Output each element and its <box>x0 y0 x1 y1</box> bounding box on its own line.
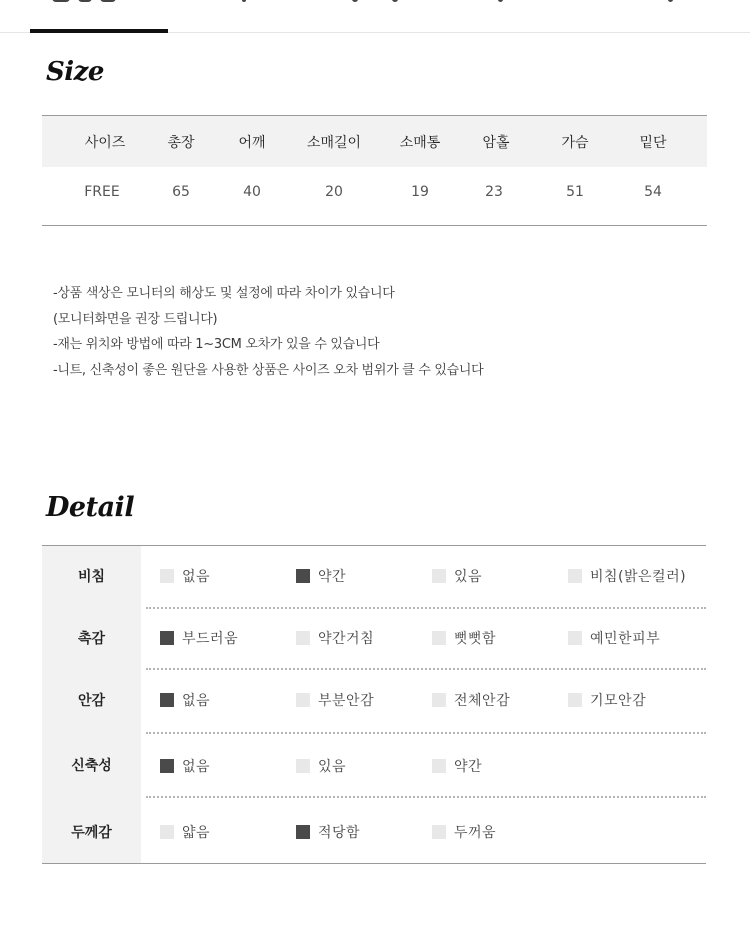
detail-row-label: 안감 <box>77 693 106 709</box>
detail-option-label: 약간 <box>454 759 483 775</box>
size-header-cell: 총장 <box>167 135 195 151</box>
checkbox-icon <box>296 759 310 773</box>
checkbox-icon <box>296 631 310 645</box>
size-cell: 19 <box>411 184 429 200</box>
detail-option-label: 약간 <box>318 569 347 585</box>
detail-table <box>42 545 706 864</box>
clipped-glyph <box>78 0 92 2</box>
checkbox-icon <box>432 759 446 773</box>
size-header-cell: 어깨 <box>238 135 266 151</box>
detail-option <box>160 756 210 776</box>
detail-option-label: 두꺼움 <box>454 825 497 841</box>
checkbox-checked-icon <box>160 759 174 773</box>
detail-option <box>160 566 210 586</box>
checkbox-icon <box>568 569 582 583</box>
detail-option-label: 약간거침 <box>318 631 375 647</box>
checkbox-icon <box>432 631 446 645</box>
detail-option <box>160 628 238 648</box>
detail-option <box>432 756 482 776</box>
checkbox-icon <box>568 693 582 707</box>
size-cell: 65 <box>172 184 190 200</box>
checkbox-icon <box>432 569 446 583</box>
detail-option <box>296 566 346 586</box>
detail-option-label: 전체안감 <box>454 693 511 709</box>
detail-row-label: 비침 <box>77 569 106 585</box>
detail-option <box>432 690 510 710</box>
size-section-title: Size <box>46 57 104 87</box>
size-cell: 23 <box>485 184 503 200</box>
size-notes <box>53 281 483 383</box>
detail-row <box>42 733 706 796</box>
clipped-glyph <box>352 0 358 2</box>
checkbox-checked-icon <box>160 693 174 707</box>
size-cell: FREE <box>84 184 120 200</box>
clipped-glyph <box>100 0 116 2</box>
detail-section-title: Detail <box>46 492 135 523</box>
clipped-glyph <box>242 0 246 2</box>
detail-option-label: 적당함 <box>318 825 361 841</box>
detail-row <box>42 546 706 608</box>
size-header-cell: 가슴 <box>561 135 589 151</box>
detail-row <box>42 608 706 669</box>
detail-option-label: 있음 <box>454 569 483 585</box>
checkbox-checked-icon <box>296 825 310 839</box>
checkbox-icon <box>432 693 446 707</box>
top-tab-labels-clipped <box>0 0 750 6</box>
size-header-cell: 소매통 <box>399 135 441 151</box>
checkbox-icon <box>432 825 446 839</box>
clipped-glyph <box>498 0 503 2</box>
detail-option-label: 비침(밝은컬러) <box>590 569 687 585</box>
checkbox-icon <box>160 569 174 583</box>
clipped-glyph <box>668 0 673 2</box>
clipped-glyph <box>52 0 70 2</box>
detail-option <box>160 690 210 710</box>
detail-option <box>296 756 346 776</box>
note-line: -니트, 신축성이 좋은 원단을 사용한 상품은 사이즈 오차 범위가 클 수 있습니다 <box>53 362 484 378</box>
detail-option-label: 있음 <box>318 759 347 775</box>
size-cell: 40 <box>243 184 261 200</box>
detail-row-label: 신축성 <box>71 758 112 774</box>
detail-option-label: 없음 <box>182 759 211 775</box>
detail-row-label: 촉감 <box>77 631 106 647</box>
detail-option-label: 얇음 <box>182 825 211 841</box>
size-header-cell: 밑단 <box>639 135 667 151</box>
size-table <box>42 115 707 226</box>
size-cell: 54 <box>644 184 662 200</box>
detail-option <box>568 628 660 648</box>
detail-option-label: 뻣뻣함 <box>454 631 497 647</box>
checkbox-icon <box>568 631 582 645</box>
size-table-row <box>42 167 707 224</box>
detail-row <box>42 669 706 733</box>
detail-row <box>42 797 706 863</box>
detail-option <box>432 628 496 648</box>
active-tab-indicator[interactable] <box>30 29 168 33</box>
detail-option <box>432 822 496 842</box>
checkbox-checked-icon <box>296 569 310 583</box>
detail-option-label: 없음 <box>182 693 211 709</box>
size-header-cell: 암홀 <box>482 135 510 151</box>
detail-option <box>432 566 482 586</box>
size-cell: 51 <box>566 184 584 200</box>
clipped-glyph <box>392 0 398 2</box>
size-table-header <box>42 116 707 167</box>
detail-option-label: 기모안감 <box>590 693 647 709</box>
detail-option-label: 예민한피부 <box>590 631 661 647</box>
size-cell: 20 <box>325 184 343 200</box>
note-line: (모니터화면을 권장 드립니다) <box>53 311 218 327</box>
detail-option-label: 부드러움 <box>182 631 239 647</box>
note-line: -재는 위치와 방법에 따라 1~3CM 오차가 있을 수 있습니다 <box>53 337 380 352</box>
size-header-cell: 사이즈 <box>84 135 126 151</box>
note-line: -상품 색상은 모니터의 해상도 및 설정에 따라 차이가 있습니다 <box>53 286 395 301</box>
checkbox-icon <box>296 693 310 707</box>
size-header-cell: 소매길이 <box>306 135 362 151</box>
detail-option <box>296 690 374 710</box>
detail-option <box>568 566 686 586</box>
checkbox-checked-icon <box>160 631 174 645</box>
detail-option <box>160 822 210 842</box>
detail-option-label: 없음 <box>182 569 211 585</box>
detail-option-label: 부분안감 <box>318 693 375 709</box>
checkbox-icon <box>160 825 174 839</box>
detail-row-label: 두께감 <box>71 825 112 841</box>
detail-option <box>296 822 360 842</box>
detail-option <box>568 690 646 710</box>
detail-option <box>296 628 374 648</box>
